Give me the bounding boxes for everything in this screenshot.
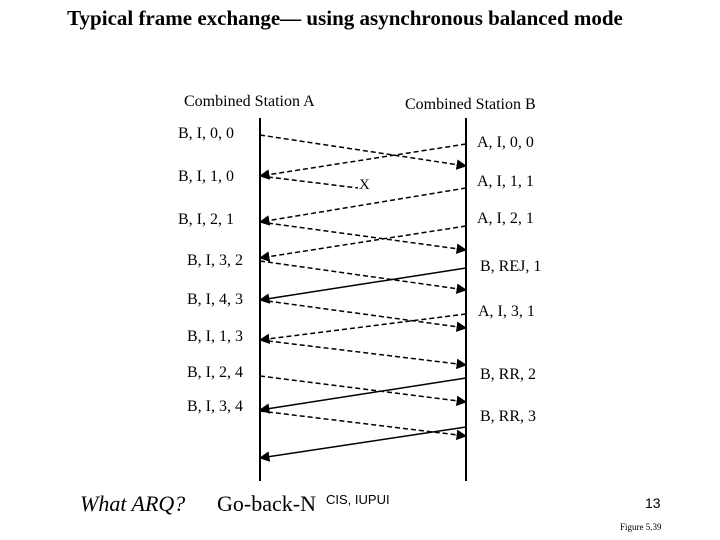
arrow-b-to-a-rr xyxy=(260,378,466,410)
footer-answer: Go-back-N xyxy=(217,491,316,516)
page-number: 13 xyxy=(645,495,661,511)
footer-org: CIS, IUPUI xyxy=(326,492,390,507)
arrow-a-to-b xyxy=(260,300,466,328)
frame-label-a: B, I, 2, 1 xyxy=(178,211,234,228)
arrow-a-to-b xyxy=(260,340,466,365)
arrow-a-to-b xyxy=(260,261,466,290)
lost-frame-marker: X xyxy=(359,177,370,193)
arrow-a-to-b-lost xyxy=(260,176,358,188)
arrow-b-to-a xyxy=(260,144,466,176)
frame-label-a: B, I, 1, 3 xyxy=(187,328,243,345)
arrow-b-to-a xyxy=(260,314,466,340)
frame-label-b: A, I, 0, 0 xyxy=(477,134,534,151)
frame-label-b: B, REJ, 1 xyxy=(480,258,542,275)
frame-label-a: B, I, 1, 0 xyxy=(178,168,234,185)
station-b-label: Combined Station B xyxy=(405,96,536,113)
footer-question: What ARQ? xyxy=(80,491,186,516)
frame-label-b: B, RR, 3 xyxy=(480,408,537,425)
frame-label-a: B, I, 4, 3 xyxy=(187,291,243,308)
arrow-b-to-a xyxy=(260,226,466,258)
frame-label-b: A, I, 3, 1 xyxy=(478,303,535,320)
arrow-a-to-b xyxy=(260,135,466,166)
frame-label-b: B, RR, 2 xyxy=(480,366,537,383)
page-title: Typical frame exchange— using asynchronous balanced mode xyxy=(67,6,623,30)
station-a-label: Combined Station A xyxy=(184,93,315,110)
figure-number: Figure 5.39 xyxy=(620,522,662,532)
frame-label-b: A, I, 2, 1 xyxy=(477,210,534,227)
frame-label-a: B, I, 0, 0 xyxy=(178,125,234,142)
frame-label-a: B, I, 3, 4 xyxy=(187,398,243,415)
arrow-b-to-a-rej xyxy=(260,268,466,300)
arrow-a-to-b xyxy=(260,222,466,250)
arrow-b-to-a-rr xyxy=(260,427,466,458)
arrow-a-to-b xyxy=(260,376,466,402)
frame-label-a: B, I, 3, 2 xyxy=(187,252,243,269)
frame-label-a: B, I, 2, 4 xyxy=(187,364,243,381)
frame-label-b: A, I, 1, 1 xyxy=(477,173,534,190)
